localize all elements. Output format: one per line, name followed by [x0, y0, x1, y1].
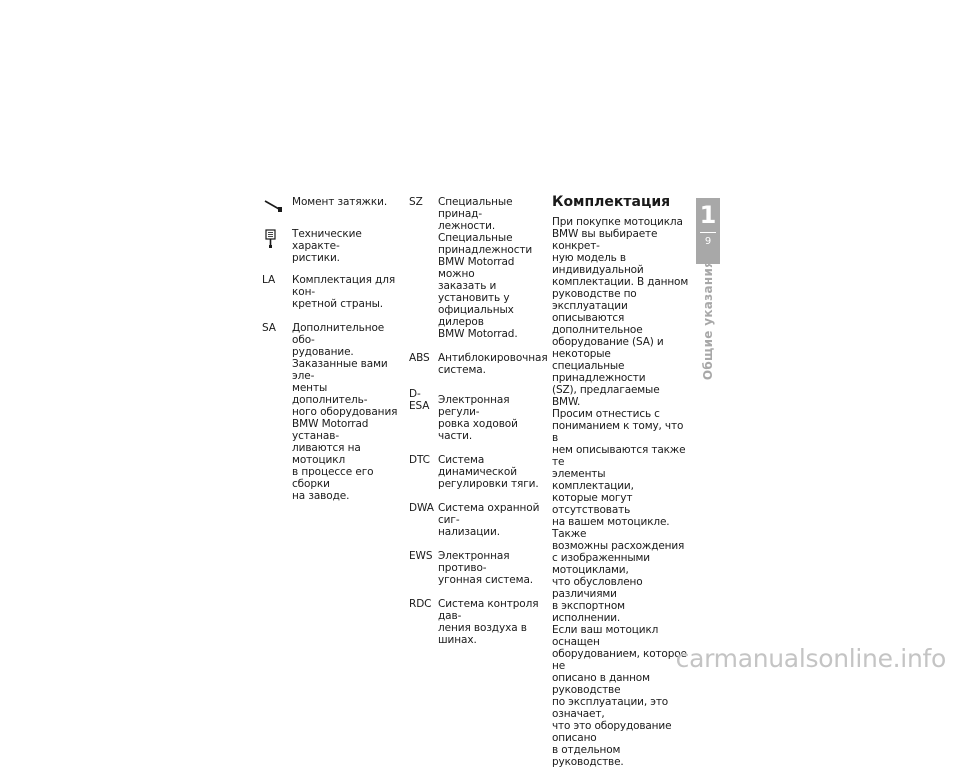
torque-wrench-icon [264, 199, 284, 213]
legend-abbreviation: DWA [409, 502, 434, 514]
legend-entry [409, 550, 544, 586]
legend-entry [262, 274, 402, 310]
legend-text: Специальные принад- лежности. Специальные принадлежности BMW Motorrad можно заказать и установить у официальных дилеров BMW Motorrad. [438, 196, 533, 340]
equipment-section [552, 193, 690, 768]
legend-column-1 [262, 196, 402, 502]
legend-text: Комплектация для кон- кретной страны. [292, 274, 396, 310]
legend-abbreviation: D- ESA [409, 388, 430, 412]
legend-abbreviation: RDC [409, 598, 432, 610]
legend-abbreviation: EWS [409, 550, 433, 562]
legend-text: Технические характе- ристики. [292, 228, 362, 264]
legend-text: Электронная регули- ровка ходовой части. [438, 394, 518, 442]
watermark: carmanualsonline.info [675, 644, 946, 673]
chapter-title: Общие указания [701, 259, 715, 381]
legend-abbreviation: DTC [409, 454, 430, 466]
legend-entry [262, 196, 402, 208]
legend-abbreviation: SA [262, 322, 276, 334]
legend-abbreviation: ABS [409, 352, 430, 364]
legend-text: Электронная противо- угонная система. [438, 550, 534, 586]
section-body: При покупке мотоцикла BMW вы выбираете конкрет- ную модель в индивидуальной комплектации. В данном руководстве по эксплуатации описываются дополнительное оборудование (SA) и некоторые специальные принадлежности (SZ), предлагаемые BMW. Просим отнестись с пониманием к тому, что в нем описываются также те элементы комплектации, которые могут отсутствовать на вашем мотоцикле. Также возможны расхождения с изображенными мотоциклами, что обусловлено различиями в экспортном исполнении. Если ваш мотоцикл оснащен оборудованием, которое не описано в данном руководстве по эксплуатации, это означает, что это оборудование описано в отдельном руководстве. [552, 216, 689, 768]
legend-entry [262, 322, 402, 502]
legend-text: Момент затяжки. [292, 196, 388, 208]
legend-text: Система охранной сиг- нализации. [438, 502, 540, 538]
section-heading: Комплектация [552, 194, 671, 210]
legend-text: Дополнительное обо- рудование. Заказанные вами эле- менты дополнитель- ного оборудования BMW Motorrad устанав- ливаются на мотоцикл в процессе его сборки на заводе. [292, 322, 398, 502]
legend-text: Система контроля дав- ления воздуха в шинах. [438, 598, 539, 646]
legend-text: Система динамической регулировки тяги. [438, 454, 539, 490]
specifications-icon [264, 229, 280, 249]
legend-abbreviation: LA [262, 274, 276, 286]
legend-abbreviation: SZ [409, 196, 423, 208]
legend-entry [409, 598, 544, 646]
page-number: 9 [704, 236, 712, 247]
tab-divider [700, 232, 716, 233]
legend-text: Антиблокировочная система. [438, 352, 548, 376]
legend-entry [409, 352, 548, 376]
chapter-tab [696, 198, 720, 264]
chapter-number: 1 [699, 201, 717, 229]
legend-column-2 [409, 196, 548, 646]
legend-entry [409, 454, 544, 490]
legend-entry [409, 196, 544, 340]
legend-entry [409, 502, 544, 538]
legend-entry [409, 388, 544, 442]
legend-entry [262, 228, 402, 264]
